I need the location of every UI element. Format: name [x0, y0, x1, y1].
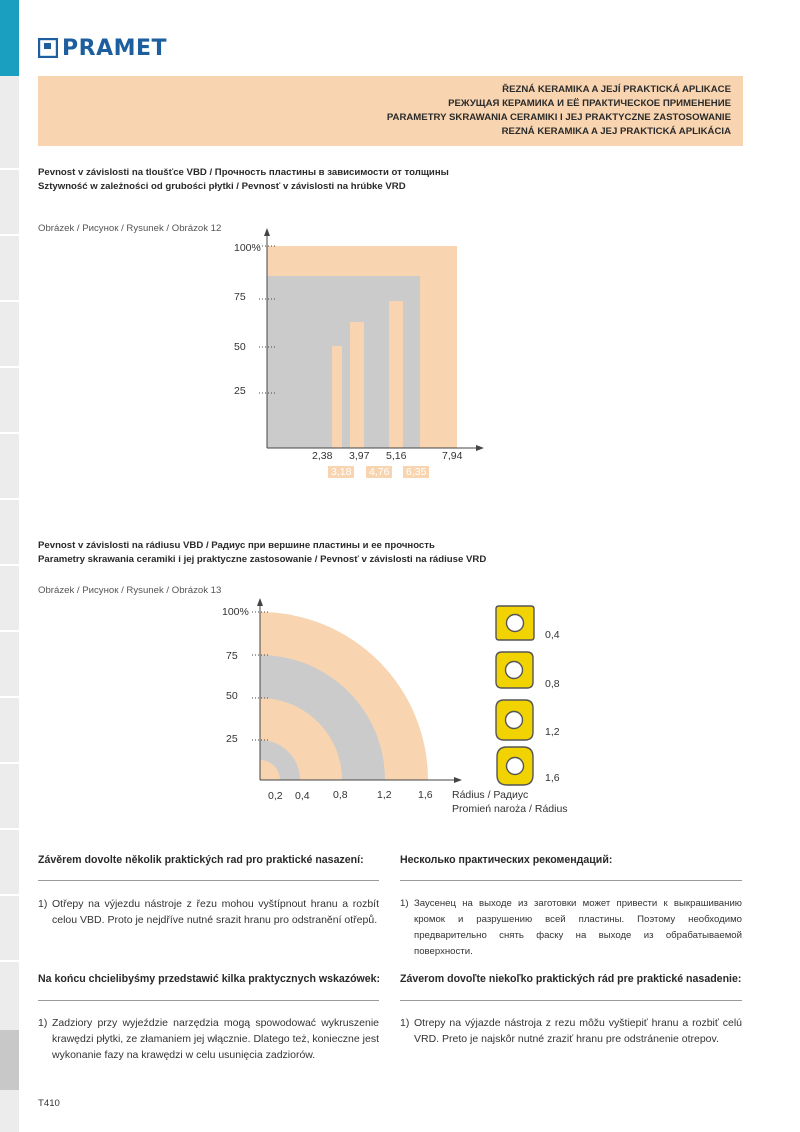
chart1-y-arrow-icon	[264, 228, 270, 236]
insert-label-0-8: 0,8	[545, 678, 560, 690]
side-strip-divider	[0, 894, 19, 896]
chart2-y-arrow-icon	[257, 598, 263, 606]
chart2-x-axis-title-line1: Rádius / Радиус	[452, 789, 529, 801]
chart1-y-label-100: 100%	[234, 242, 261, 254]
recommendations-title-ru: Несколько практических рекомендаций:	[400, 854, 613, 866]
figure13-caption: Obrázek / Рисунок / Rysunek / Obrázok 13	[38, 585, 222, 596]
chart1-y-label-75: 75	[234, 291, 246, 303]
insert-label-1-6: 1,6	[545, 772, 560, 784]
chart2-x-label-0-4: 0,4	[295, 790, 310, 802]
chart1-x-label-7-94: 7,94	[442, 450, 463, 462]
item-number-cz: 1)	[38, 898, 48, 910]
chart1-x-label-3-97: 3,97	[349, 450, 370, 462]
insert-icon-0-8	[496, 652, 533, 688]
figure12-caption: Obrázek / Рисунок / Rysunek / Obrázok 12	[38, 223, 222, 234]
recommendations-title-pl: Na końcu chcielibyśmy przedstawić kilka praktycznych wskazówek:	[38, 973, 381, 985]
side-strip-divider	[0, 960, 19, 962]
page-number: T410	[38, 1098, 60, 1109]
divider	[400, 880, 742, 881]
item-text-sk: Otrepy na výjazde nástroja z rezu môžu vyštiepiť hranu a rozbiť celú VRD. Preto je najskôr nutné zraziť hranu pre odstránenie otrepov.	[414, 1017, 742, 1045]
chart2-x-label-1-2: 1,2	[377, 789, 392, 801]
item-text-pl: Zadziory przy wyjeździe narzędzia mogą spowodować wykruszenie krawędzi płytki, ze złamaniem jej włącznie. Dlatego też, konieczne jest wykonanie fazy na krawędzi w celu usunięcia zadziorów.	[52, 1017, 379, 1061]
side-strip-bottom	[0, 1030, 19, 1090]
banner-title-cz: ŘEZNÁ KERAMIKA A JEJÍ PRAKTICKÁ APLIKACE	[502, 84, 731, 95]
banner-title-sk: REZNÁ KERAMIKA A JEJ PRAKTICKÁ APLIKÁCIA	[501, 126, 731, 137]
chart1-y-label-25: 25	[234, 385, 246, 397]
chart1-x-label-2-38: 2,38	[312, 450, 333, 462]
chart1-x-label-6-35: 6,35	[403, 466, 429, 478]
side-strip-divider	[0, 828, 19, 830]
recommendations-title-cz: Závěrem dovolte několik praktických rad pro praktické nasazení:	[38, 854, 364, 866]
insert-label-0-4: 0,4	[545, 629, 560, 641]
chart2-x-axis-title-line2: Promień naroża / Rádius	[452, 803, 568, 815]
insert-icon-1-2	[496, 700, 533, 740]
chart-thickness	[0, 0, 800, 520]
section1-heading-line1: Pevnost v závislosti na tloušťce VBD / Прочность пластины в зависимости от толщины	[38, 167, 449, 178]
divider	[38, 1000, 379, 1001]
item-text-cz: Otřepy na výjezdu nástroje z řezu mohou vyštípnout hranu a rozbít celou VBD. Proto je nejdříve nutné srazit hranu pro odstranění otřepů.	[52, 898, 379, 926]
chart1-square-2-38-inner	[267, 346, 332, 448]
insert-icon-0-4	[496, 606, 534, 640]
chart1-y-label-50: 50	[234, 341, 246, 353]
item-text-ru: Заусенец на выходе из заготовки может привести к выкрашиванию кромок и разрушению всей пластины. Поэтому необходимо предварительно снять фаску на выходе из обрабатываемой поверхности.	[414, 898, 742, 957]
insert-icon-1-6	[497, 747, 533, 785]
divider	[38, 880, 379, 881]
banner-title-pl: PARAMETRY SKRAWANIA CERAMIKI I JEJ PRAKTYCZNE ZASTOSOWANIE	[386, 112, 731, 123]
chart2-x-arrow-icon	[454, 777, 462, 783]
chart2-y-label-50: 50	[226, 690, 238, 702]
chart2-x-label-0-8: 0,8	[333, 789, 348, 801]
section2-heading-line1: Pevnost v závislosti na rádiusu VBD / Радиус при вершине пластины и ее прочность	[38, 540, 435, 551]
item-number-pl: 1)	[38, 1017, 48, 1029]
divider	[400, 1000, 742, 1001]
chart1-x-label-3-18: 3,18	[328, 466, 354, 478]
insert-label-1-2: 1,2	[545, 726, 560, 738]
chart2-x-label-1-6: 1,6	[418, 789, 433, 801]
brand-name: PRAMET	[62, 35, 168, 61]
chart2-y-label-75: 75	[226, 650, 238, 662]
section2-heading-line2: Parametry skrawania ceramiki i jej praktyczne zastosowanie / Pevnosť v závislosti na rádiuse VRD	[38, 554, 487, 565]
item-number-ru: 1)	[400, 898, 409, 909]
chart1-x-label-5-16: 5,16	[386, 450, 407, 462]
recommendations-title-sk: Záverom dovoľte niekoľko praktických rád pre praktické nasadenie:	[400, 973, 742, 985]
section1-heading-line2: Sztywność w zależności od grubości płytki / Pevnosť v závislosti na hrúbke VRD	[38, 181, 406, 192]
chart-radius	[0, 560, 800, 820]
chart2-x-label-0-2: 0,2	[268, 790, 283, 802]
banner-title-ru: РЕЖУЩАЯ КЕРАМИКА И ЕЁ ПРАКТИЧЕСКОЕ ПРИМЕНЕНИЕ	[448, 98, 731, 109]
chart1-x-label-4-76: 4,76	[366, 466, 392, 478]
chart2-y-label-25: 25	[226, 733, 238, 745]
item-number-sk: 1)	[400, 1017, 410, 1029]
chart1-x-arrow-icon	[476, 445, 484, 451]
chart2-y-label-100: 100%	[222, 606, 249, 618]
